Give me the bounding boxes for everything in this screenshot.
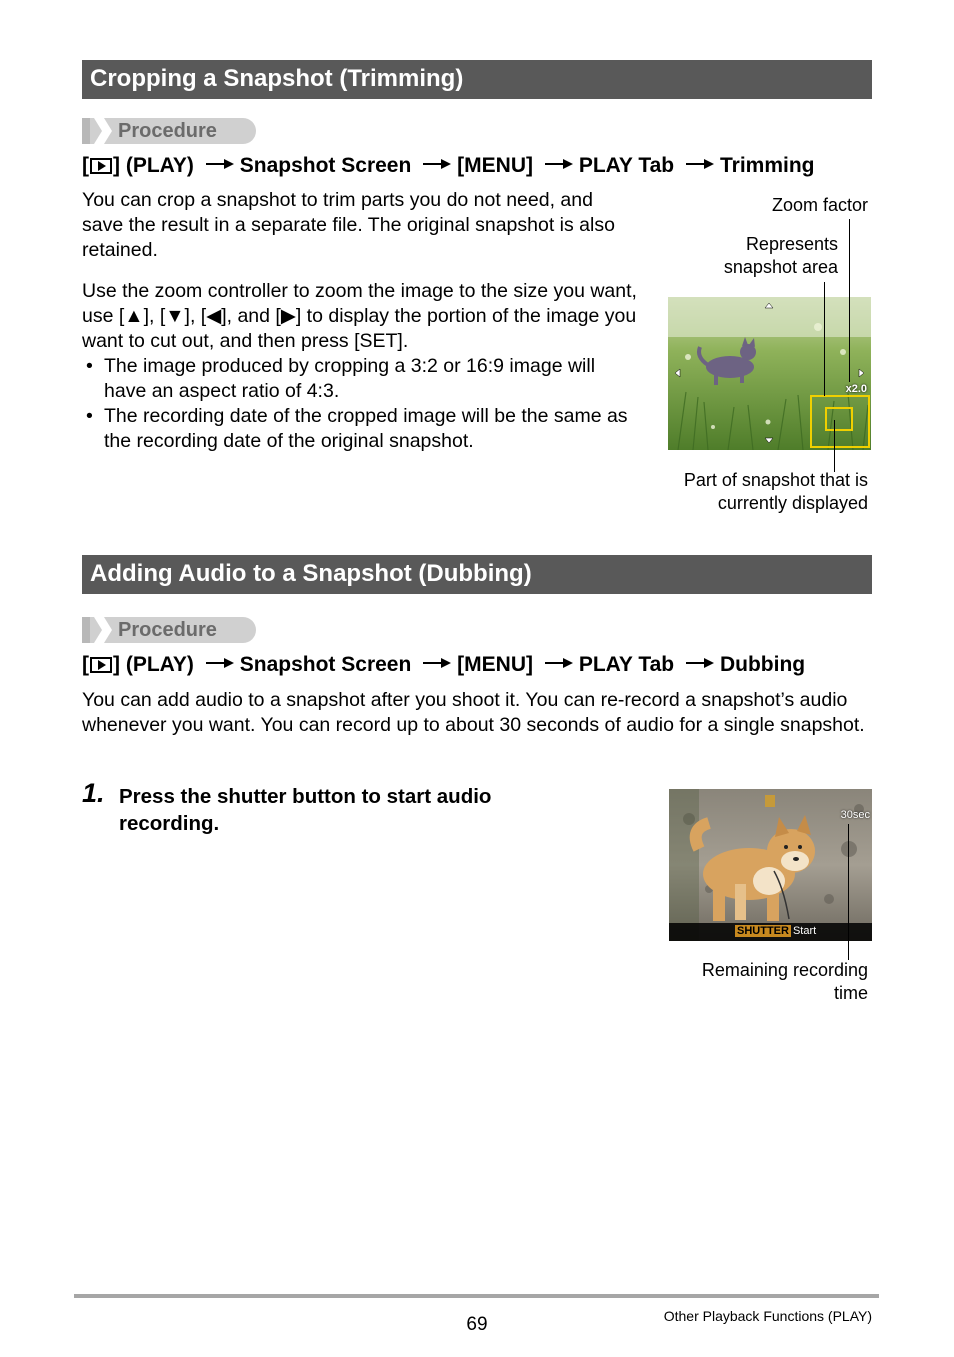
remaining-time-caption-line1: Remaining recording (701, 960, 868, 980)
dubbing-description (82, 688, 872, 738)
play-icon (90, 158, 112, 174)
leader-line (834, 420, 835, 472)
page-number: 69 (466, 1314, 488, 1335)
section-title: Adding Audio to a Snapshot (Dubbing) (90, 560, 532, 587)
paragraph: You can add audio to a snapshot after you shoot it. You can re-record a snapshot’s audio whenever you want. You can record up to about 30 seconds of audio for a single snapshot. (82, 689, 865, 736)
menu-path-dubbing: [ ] (PLAY) Snapshot Screen [MENU] PLAY Tab Dubbing (82, 653, 806, 676)
shutter-label: SHUTTER (737, 925, 789, 937)
dubbing-screen-image (669, 789, 872, 941)
section-title-bar-trimming (82, 60, 872, 99)
bullet-item: • The recording date of the cropped image will be the same as the recording date of the original snapshot. (82, 404, 638, 454)
procedure-chevron-icon (82, 617, 122, 643)
cat-in-grass-image (668, 297, 871, 450)
arrow-right-icon (686, 657, 714, 669)
trimming-screen-image (668, 297, 871, 450)
procedure-label: Procedure (118, 619, 217, 641)
time-readout: 30sec (840, 809, 870, 821)
displayed-part-caption-line2: currently displayed (717, 493, 868, 513)
zoom-readout: x2.0 (845, 383, 867, 395)
start-label: Start (792, 925, 817, 937)
procedure-tab (82, 617, 256, 643)
shutter-start-indicator (735, 923, 816, 939)
section-title-bar-dubbing (82, 555, 872, 594)
arrow-right-icon (545, 158, 573, 170)
arrow-right-icon (206, 158, 234, 170)
step-instruction: Press the shutter button to start audio recording. (119, 785, 492, 835)
paragraph: You can crop a snapshot to trim parts you do not need, and save the result in a separate file. The original snapshot is also retained. (82, 189, 615, 261)
footer-rule (74, 1294, 879, 1298)
snapshot-area-caption-line2: snapshot area (723, 257, 838, 277)
remaining-time-caption-line2: time (833, 983, 868, 1003)
arrow-right-icon (545, 657, 573, 669)
leader-line (849, 219, 850, 382)
zoom-factor-caption: Zoom factor (771, 195, 868, 215)
audio-icon (765, 795, 775, 807)
bullet-item: • The image produced by cropping a 3:2 or 16:9 image will have an aspect ratio of 4:3. (82, 354, 638, 404)
menu-path-trimming: [ ] (PLAY) Snapshot Screen [MENU] PLAY Tab Trimming (82, 154, 815, 177)
paragraph: Use the zoom controller to zoom the image to the size you want, use [▲], [▼], [◀], and [▶] to display the portion of the image you want to cut out, and then press [SET]. (82, 280, 637, 352)
arrow-right-icon (206, 657, 234, 669)
procedure-tab (82, 118, 256, 144)
section-title: Cropping a Snapshot (Trimming) (90, 65, 464, 92)
procedure-chevron-icon (82, 118, 122, 144)
play-icon (90, 657, 112, 673)
arrow-right-icon (686, 158, 714, 170)
leader-line (824, 282, 825, 396)
chapter-title: Other Playback Functions (PLAY) (663, 1308, 872, 1324)
arrow-right-icon (423, 657, 451, 669)
procedure-label: Procedure (118, 120, 217, 142)
leader-line (848, 824, 849, 960)
step-number: 1. (82, 778, 105, 808)
snapshot-area-caption-line1: Represents (745, 234, 838, 254)
displayed-part-caption-line1: Part of snapshot that is (683, 470, 868, 490)
arrow-right-icon (423, 158, 451, 170)
trimming-description (82, 188, 638, 454)
